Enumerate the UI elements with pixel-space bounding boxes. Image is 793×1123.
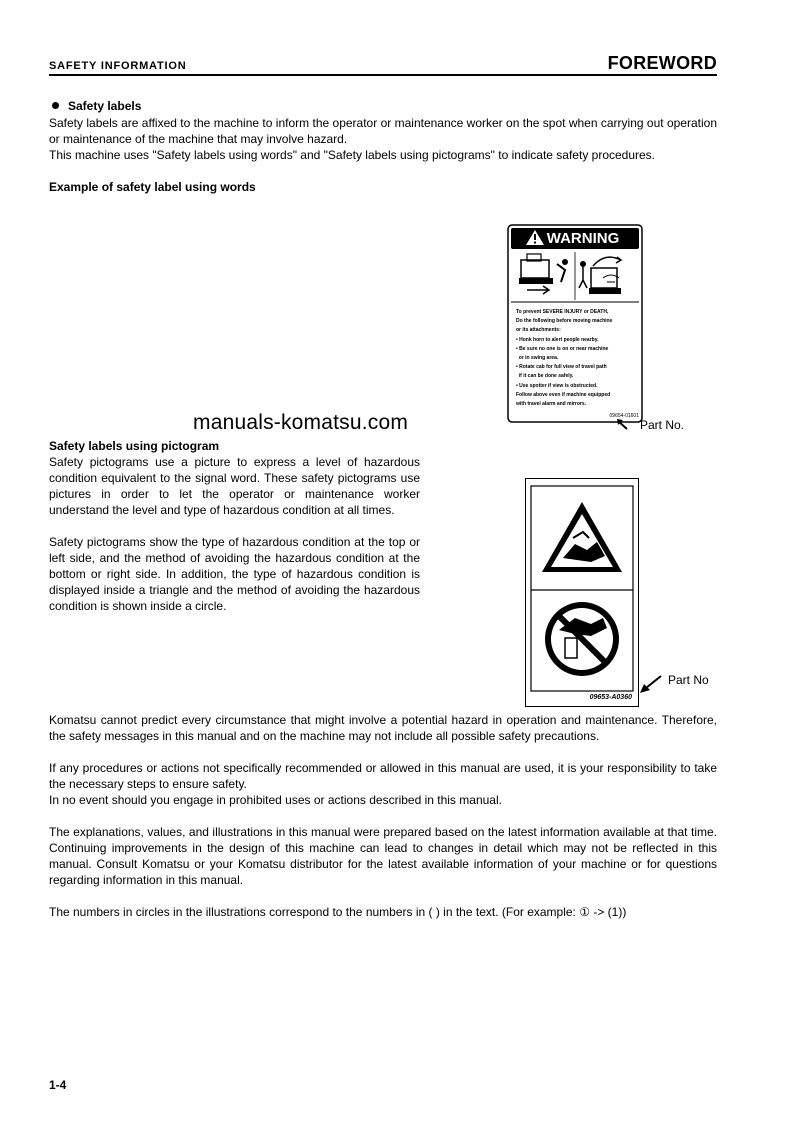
section-title: SAFETY INFORMATION xyxy=(49,60,187,72)
pictogram-para2: Safety pictograms show the type of hazardous condition at the top or left side, and the method of avoiding the hazardous condition at the bottom or right side. In addition, the type of hazardous condition is displayed inside a triangle and the method of avoiding the hazardous condition is shown inside a circle. xyxy=(49,535,420,613)
warning-label-text xyxy=(516,308,638,409)
pictogram-heading: Safety labels using pictogram xyxy=(49,439,220,453)
warning-label-line: or its attachments: xyxy=(516,327,561,334)
bullet-icon xyxy=(52,102,59,109)
pictogram-label-code: 09653-A0360 xyxy=(589,694,632,701)
safety-labels-para2: This machine uses "Safety labels using words" and "Safety labels using pictograms" to indicate safety procedures. xyxy=(49,148,656,162)
body-para4: The explanations, values, and illustrations in this manual were prepared based on the latest information available at that time. Continuing improvements in the design of this machine can lead to changes in detail which may not be reflected in this manual. Consult Komatsu or your Komatsu distributor for the latest available information of your machine or for questions regarding information in this manual. xyxy=(49,825,717,887)
pictogram-label-image xyxy=(525,478,639,707)
warning-label-line: • Rotate cab for full view of travel path xyxy=(516,364,607,371)
warning-label-line: • Honk horn to alert people nearby. xyxy=(516,336,599,343)
warning-label-line: • Be sure no one is on or near machine xyxy=(516,345,609,352)
warning-label-line: with travel alarm and mirrors. xyxy=(516,401,587,408)
warning-label-line: Follow above even if machine equipped xyxy=(516,391,611,398)
body-para1: Komatsu cannot predict every circumstance that might involve a potential hazard in operation and maintenance. Therefore, the safety messages in this manual and on the machine may not include all possible safety precautions. xyxy=(49,713,717,743)
warning-label-line: • Use spotter if view is obstructed. xyxy=(516,382,598,389)
part-no-arrow-icon xyxy=(617,418,631,436)
warning-label-image xyxy=(507,224,643,423)
warning-label-code: 09654-01601 xyxy=(609,413,639,419)
warning-signal-word: WARNING xyxy=(546,230,620,247)
warning-label-line: or in swing area. xyxy=(516,355,559,362)
header-rule xyxy=(49,74,717,76)
page-number: 1-4 xyxy=(49,1078,67,1092)
warning-label-line: if it can be done safely. xyxy=(516,373,574,380)
chapter-title: FOREWORD xyxy=(607,53,717,73)
part-no-label-words: Part No. xyxy=(640,418,685,432)
pictogram-para1: Safety pictograms use a picture to express a level of hazardous condition equivalent to the signal word. These safety pictograms use pictures in order to let the operator or maintenance worker understand the level and type of hazardous condition at all times. xyxy=(49,455,420,517)
part-no-label-pictogram: Part No xyxy=(668,673,709,687)
safety-labels-heading xyxy=(49,98,141,114)
watermark: manuals-komatsu.com xyxy=(193,411,409,434)
words-example-heading: Example of safety label using words xyxy=(49,180,256,194)
body-para3: In no event should you engage in prohibited uses or actions described in this manual. xyxy=(49,793,502,807)
safety-labels-title: Safety labels xyxy=(68,99,142,113)
warning-label-line: To prevent SEVERE INJURY or DEATH, xyxy=(516,309,609,315)
safety-labels-para1: Safety labels are affixed to the machine to inform the operator or maintenance worker on the spot when carrying out operation or maintenance of the machine that may involve hazard. xyxy=(49,116,717,146)
part-no-arrow-icon-2 xyxy=(640,675,662,698)
body-para5: The numbers in circles in the illustrations correspond to the numbers in ( ) in the text. (For example: ① -> (1)) xyxy=(49,905,627,919)
body-para2: If any procedures or actions not specifically recommended or allowed in this manual are used, it is your responsibility to take the necessary steps to ensure safety. xyxy=(49,761,717,791)
warning-label-line: Do the following before moving machine xyxy=(516,318,613,325)
